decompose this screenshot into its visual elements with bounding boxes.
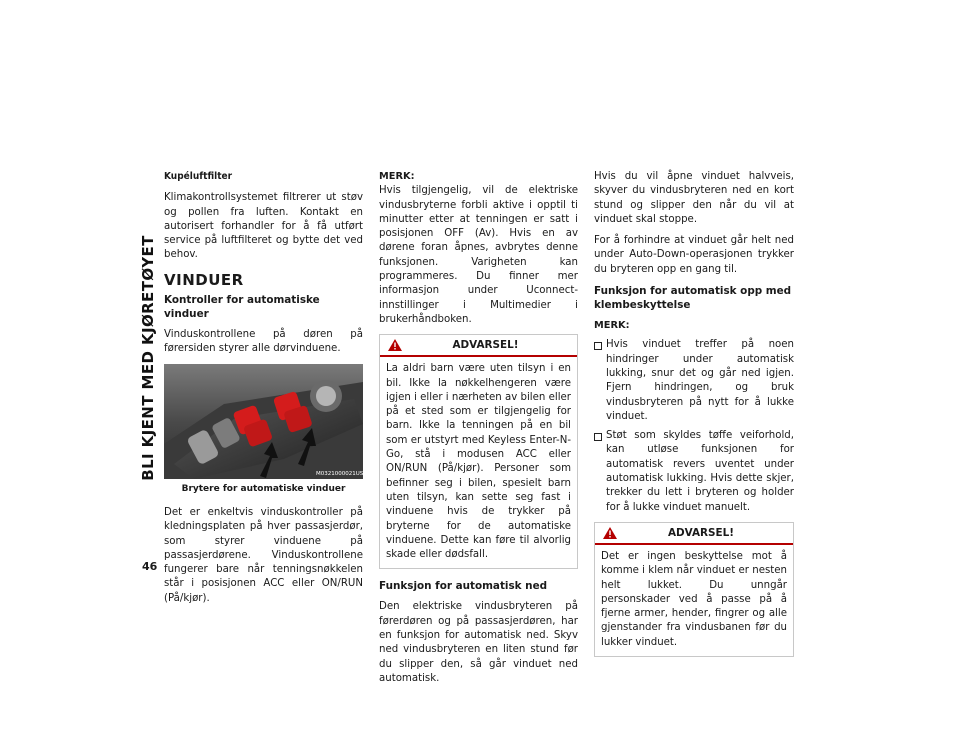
photo-caption: Brytere for automatiske vinduer bbox=[181, 483, 346, 494]
list-item: Hvis vinduet treffer på noen hindringer under automatisk lukking, snur det og går ned igjen. Fjern hindringen, og bruk vindusbryteren på nytt for å lukke vinduet. bbox=[594, 338, 794, 424]
column-3 bbox=[594, 170, 794, 667]
note-list bbox=[594, 338, 794, 515]
prevent-text: For å forhindre at vinduet går helt ned under Auto-Down-operasjonen trykker du bryteren opp en gang til. bbox=[594, 235, 794, 275]
note-label: MERK: bbox=[379, 171, 415, 182]
warning-text: La aldri barn være uten tilsyn i en bil. Ikke la nøkkelhengeren være igjen i eller i nærheten av bilen eller på et sted som er tilgjengelig for barn. Ikke la tenningen på en bil som er utstyrt med Keyless Enter-N-Go, stå i modusen ACC eller ON/RUN (På/kjør). Personer som befinner seg i bilen, spesielt barn uten tilsyn, kan sette seg fast i vinduene hvis de trykker på bryterne for de automatiske vinduene. Dette kan føre til alvorlig skade eller dødsfall. bbox=[386, 363, 571, 561]
windows-heading: VINDUER bbox=[164, 270, 244, 289]
auto-down-heading: Funksjon for automatisk ned bbox=[379, 580, 548, 593]
warning-header-2 bbox=[595, 523, 793, 543]
single-control-text: Det er enkeltvis vinduskontroller på kledningsplaten på hver passasjerdør, som styrer vinduene på passasjerdørene. Vinduskontrollene fungerer bare når tenningsnøkkelen står i posisjonen ACC eller ON/RUN (På/kjør). bbox=[164, 506, 363, 604]
page-number: 46 bbox=[142, 560, 158, 573]
column-2 bbox=[379, 170, 578, 693]
warning-title-2: ADVARSEL! bbox=[668, 526, 734, 539]
note-text: Hvis tilgjengelig, vil de elektriske vindusbryterne forbli aktive i opptil ti minutter etter at tenningen er satt i posisjonen OFF (Av). Hvis en av dørene foran åpnes, avbrytes denne funksjonen. Varigheten kan programmeres. Du finner mer informasjon under Uconnect-innstillinger i Multimedier i brukerhåndboken. bbox=[379, 185, 578, 325]
warning-title: ADVARSEL! bbox=[452, 339, 519, 352]
auto-controls-heading: Kontroller for automatiske vinduer bbox=[164, 294, 320, 321]
photo-code: M0321000021US bbox=[316, 470, 363, 477]
note-label-2: MERK: bbox=[594, 320, 630, 332]
column-1 bbox=[164, 170, 363, 613]
auto-down-text: Den elektriske vindusbryteren på førerdøren og på passasjerdøren, har en funksjon for automatisk ned. Skyv ned vindusbryteren en liten stund før du slipper den, så går vinduet ned automatisk. bbox=[379, 601, 578, 684]
warning-header bbox=[380, 335, 577, 355]
auto-controls-text: Vinduskontrollene på døren på førersiden styrer alle dørvinduene. bbox=[164, 329, 363, 355]
warning-triangle-icon bbox=[603, 527, 617, 539]
half-open-text: Hvis du vil åpne vinduet halvveis, skyver du vindusbryteren ned en kort stund og slipper den når du vil at vinduet skal stoppe. bbox=[594, 171, 794, 225]
list-item: Støt som skyldes tøffe veiforhold, kan utløse funksjonen for automatisk revers uventet under automatisk lukking. Hvis dette skjer, trekker du lett i bryteren og holder for å lukke vinduet manuelt. bbox=[594, 429, 794, 515]
warning-text-2: Det er ingen beskyttelse mot å komme i klem når vinduet er nesten helt lukket. Du unngår personskader ved å passe på å fjerne armer, hender, fingrer og alle gjenstander fra vindusbanen før du lukker vinduet. bbox=[601, 550, 787, 648]
warning-triangle-icon bbox=[388, 339, 402, 351]
warning-box-2 bbox=[594, 522, 794, 657]
section-side-tab bbox=[138, 168, 158, 548]
pinch-protection-heading: Funksjon for automatisk opp med klembeskyttelse bbox=[594, 285, 792, 312]
section-side-tab-label: BLI KJENT MED KJØRETØYET bbox=[139, 235, 157, 481]
cabin-filter-text: Klimakontrollsystemet filtrerer ut støv og pollen fra luften. Kontakt en autorisert forhandler for å få utført service på luftfilteret og bytte det ved behov. bbox=[164, 192, 363, 261]
cabin-filter-heading: Kupéluftfilter bbox=[164, 171, 233, 182]
window-switches-photo bbox=[164, 364, 363, 479]
warning-box bbox=[379, 334, 578, 569]
